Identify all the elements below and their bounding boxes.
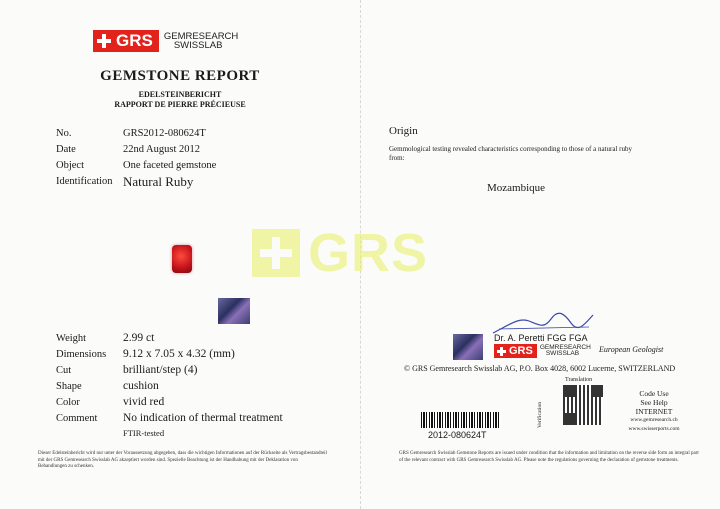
- value-color: vivid red: [123, 396, 165, 408]
- logo-line1: GEMRESEARCH: [163, 30, 239, 42]
- grs-logo: [93, 30, 238, 52]
- grs-logo-letters: GRS: [116, 31, 153, 50]
- label-number: No.: [56, 128, 72, 139]
- grs-logo-small-letters: GRS: [509, 345, 533, 357]
- value-identification: Natural Ruby: [123, 174, 194, 189]
- watermark-text: GRS: [308, 223, 429, 283]
- signatory-name: Dr. A. Peretti FGG FGA: [494, 333, 588, 343]
- label-comment: Comment: [56, 413, 98, 424]
- value-shape: cushion: [123, 380, 159, 392]
- report-title: GEMSTONE REPORT: [100, 68, 260, 84]
- origin-description: Gemmological testing revealed characteristics corresponding to those of a natural ruby from:: [389, 145, 632, 162]
- value-comment-ftir: FTIR-tested: [123, 428, 165, 438]
- company-address: © GRS Gemresearch Swisslab AG, P.O. Box 4028, 6002 Lucerne, SWITZERLAND: [404, 364, 676, 373]
- label-dimensions: Dimensions: [56, 349, 107, 360]
- code-use-url1[interactable]: www.gemresearch.ch: [630, 417, 678, 423]
- grs-watermark: [252, 222, 428, 284]
- logo-small-line2: SWISSLAB: [545, 350, 580, 357]
- swiss-cross-icon: [97, 34, 111, 48]
- translation-label: Translation: [565, 377, 593, 383]
- origin-country: Mozambique: [487, 182, 546, 194]
- label-color: Color: [56, 397, 80, 408]
- grs-logo-wordmark: [164, 32, 238, 51]
- label-identification: Identification: [56, 176, 113, 187]
- grs-logo-small-wordmark: [540, 345, 591, 358]
- report-subtitle-de: EDELSTEINBERICHT: [138, 90, 222, 99]
- footer-disclaimer-de: Dieser Edelsteinbericht wird nur unter der Voraussetzung abgegeben, dass die wichtigen Informationen auf der Rückseite als Vertragsbestandteil mit der GRS Gemresearch Swisslab AG akzeptiert worden sind. Spezielle Beachtung ist der Handhabung mit der Deklaration von Behandlungen zu schenken.: [38, 451, 327, 469]
- origin-heading: Origin: [389, 125, 418, 137]
- barcode-number: 2012-080624T: [428, 430, 487, 440]
- value-weight: 2.99 ct: [123, 332, 155, 344]
- watermark-cross-icon: [252, 229, 300, 277]
- label-cut: Cut: [56, 365, 72, 376]
- hologram-seal: [218, 298, 250, 324]
- code-use-line1: Code Use: [639, 389, 669, 398]
- code-use-line3: INTERNET: [635, 407, 673, 416]
- report-subtitle-fr: RAPPORT DE PIERRE PRÉCIEUSE: [114, 100, 246, 109]
- qr-code[interactable]: [563, 385, 603, 425]
- label-object: Object: [56, 160, 84, 171]
- verification-label: Verification: [537, 402, 543, 428]
- value-number: GRS2012-080624T: [123, 128, 206, 139]
- value-dimensions: 9.12 x 7.05 x 4.32 (mm): [123, 348, 235, 360]
- label-weight: Weight: [56, 333, 87, 344]
- value-object: One faceted gemstone: [123, 160, 217, 171]
- grs-logo-small: [494, 344, 591, 358]
- label-date: Date: [56, 144, 76, 155]
- value-comment: No indication of thermal treatment: [123, 412, 283, 424]
- logo-line2: SWISSLAB: [173, 40, 223, 51]
- grs-logo-box: [93, 30, 159, 52]
- value-cut: brilliant/step (4): [123, 364, 198, 376]
- value-date: 22nd August 2012: [123, 144, 201, 155]
- code-use-info: [619, 389, 689, 434]
- gemstone-photo: [172, 245, 192, 273]
- footer-disclaimer-en: GRS Gemresearch Swisslab Gemstone Reports are issued under condition that the information and limitation on the reverse side form an integral part of the relevant contract with GRS Gemresearch Swisslab AG. Please note the regulations governing the declaration of gemstone treatments.: [399, 451, 699, 463]
- barcode: [421, 412, 501, 428]
- grs-logo-small-box: [494, 344, 537, 358]
- swiss-cross-small-icon: [497, 347, 506, 356]
- signatory-role: European Geologist: [599, 345, 664, 354]
- signature-hologram: [453, 334, 483, 360]
- code-use-url2[interactable]: www.swisserports.com: [628, 426, 680, 432]
- logo-small-line1: GEMRESEARCH: [539, 343, 591, 351]
- code-use-line2: See Help: [640, 398, 668, 407]
- label-shape: Shape: [56, 381, 82, 392]
